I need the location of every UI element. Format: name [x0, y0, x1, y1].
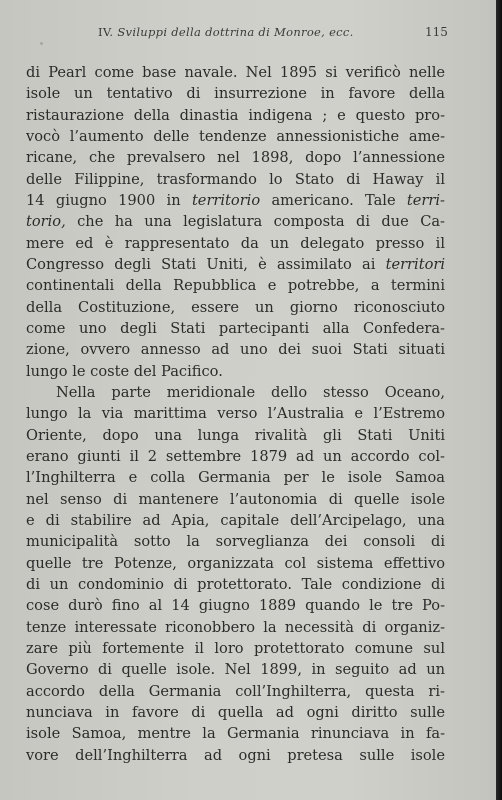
text-line [26, 275, 445, 296]
text-run: nel senso di mantenere l’autonomia di quelle isole [26, 490, 445, 508]
italic-run: torio, [26, 213, 66, 231]
text-run: americano. Tale [260, 191, 407, 209]
text-run: Nella parte meridionale dello stesso Oceano, [56, 383, 445, 401]
text-line [26, 489, 445, 510]
text-run: tenze interessate riconobbero la necessità di organiz- [26, 618, 445, 636]
text-run: l’Inghilterra e colla Germania per le isole Samoa [26, 469, 445, 487]
text-run: erano giunti il 2 settembre 1879 ad un accordo col- [26, 447, 445, 465]
text-line [26, 659, 445, 680]
chapter-prefix: IV. [98, 25, 114, 39]
text-line [26, 617, 445, 638]
text-run: della Costituzione, essere un giorno riconosciuto [26, 298, 445, 316]
text-run: zione, ovvero annesso ad uno dei suoi Stati situati [26, 341, 445, 359]
text-line [26, 425, 445, 446]
chapter-title: Sviluppi della dottrina di Monroe, ecc. [117, 25, 354, 39]
text-line [26, 254, 445, 275]
text-run: vore dell’Inghilterra ad ogni pretesa sulle isole [26, 746, 445, 764]
text-run: accordo della Germania coll’Inghilterra, questa ri- [26, 682, 445, 700]
text-line [26, 297, 445, 318]
text-run: Oriente, dopo una lunga rivalità gli Stati Uniti [26, 426, 445, 444]
text-line [26, 745, 445, 766]
text-run: 14 giugno 1900 in [26, 191, 192, 209]
text-line [26, 361, 445, 382]
text-line [26, 702, 445, 723]
text-run: ristaurazione della dinastia indigena ; e questo pro- [26, 106, 445, 124]
italic-run: territorio [191, 191, 261, 209]
text-line [26, 83, 445, 104]
text-run: isole un tentativo di insurrezione in favore della [26, 85, 445, 103]
text-run: vocò l’aumento delle tendenze annessionistiche ame- [26, 127, 445, 145]
text-run: e di stabilire ad Apia, capitale dell’Arcipelago, una [26, 511, 445, 529]
page-number: 115 [425, 25, 448, 39]
text-line [26, 723, 445, 744]
text-line [26, 638, 445, 659]
running-title [98, 25, 354, 39]
page-edge-shadow [496, 0, 502, 800]
text-line [26, 105, 445, 126]
text-line [26, 169, 445, 190]
text-line [26, 233, 445, 254]
text-line [26, 190, 445, 211]
text-line [26, 62, 445, 83]
text-run: come uno degli Stati partecipanti alla Confedera- [26, 319, 445, 337]
text-line [26, 510, 445, 531]
text-run: lungo la via marittima verso l’Australia e l’Estremo [26, 405, 445, 423]
text-line [26, 553, 445, 574]
text-run: continentali della Repubblica e potrebbe, a termini [26, 277, 445, 295]
text-run: di un condominio di protettorato. Tale condizione di [26, 575, 445, 593]
text-run: zare più fortemente il loro protettorato comune sul [26, 639, 445, 657]
text-line [26, 446, 445, 467]
text-line [26, 211, 445, 232]
text-run: che ha una legislatura composta di due Ca- [65, 213, 445, 231]
text-run: delle Filippine, trasformando lo Stato di Haway il [26, 170, 445, 188]
text-run: di Pearl come base navale. Nel 1895 si verificò nelle [26, 64, 445, 81]
text-run: ricane, che prevalsero nel 1898, dopo l’annessione [26, 149, 445, 167]
text-line [26, 531, 445, 552]
text-line [26, 467, 445, 488]
text-line [26, 681, 445, 702]
italic-run: terri- [406, 191, 445, 209]
text-line [26, 403, 445, 424]
running-header [0, 25, 496, 47]
text-line [26, 126, 445, 147]
text-line [26, 574, 445, 595]
text-run: lungo le coste del Pacifico. [26, 362, 223, 380]
text-line [26, 595, 445, 616]
italic-run: territori [385, 255, 445, 273]
text-run: Governo di quelle isole. Nel 1899, in seguito ad un [26, 661, 445, 679]
body-text [26, 62, 445, 766]
text-run: nunciava in favore di quella ad ogni diritto sulle [26, 703, 445, 721]
text-run: quelle tre Potenze, organizzata col sistema effettivo [26, 554, 445, 572]
text-line [26, 147, 445, 168]
text-line [26, 318, 445, 339]
text-run: mere ed è rappresentato da un delegato presso il [26, 234, 445, 252]
text-run: cose durò fino al 14 giugno 1889 quando le tre Po- [26, 597, 445, 615]
text-run: Congresso degli Stati Uniti, è assimilato ai [26, 255, 386, 273]
text-run: isole Samoa, mentre la Germania rinunciava in fa- [26, 725, 445, 743]
text-run: municipalità sotto la sorveglianza dei consoli di [26, 533, 445, 551]
text-line [26, 339, 445, 360]
text-line [26, 382, 445, 403]
